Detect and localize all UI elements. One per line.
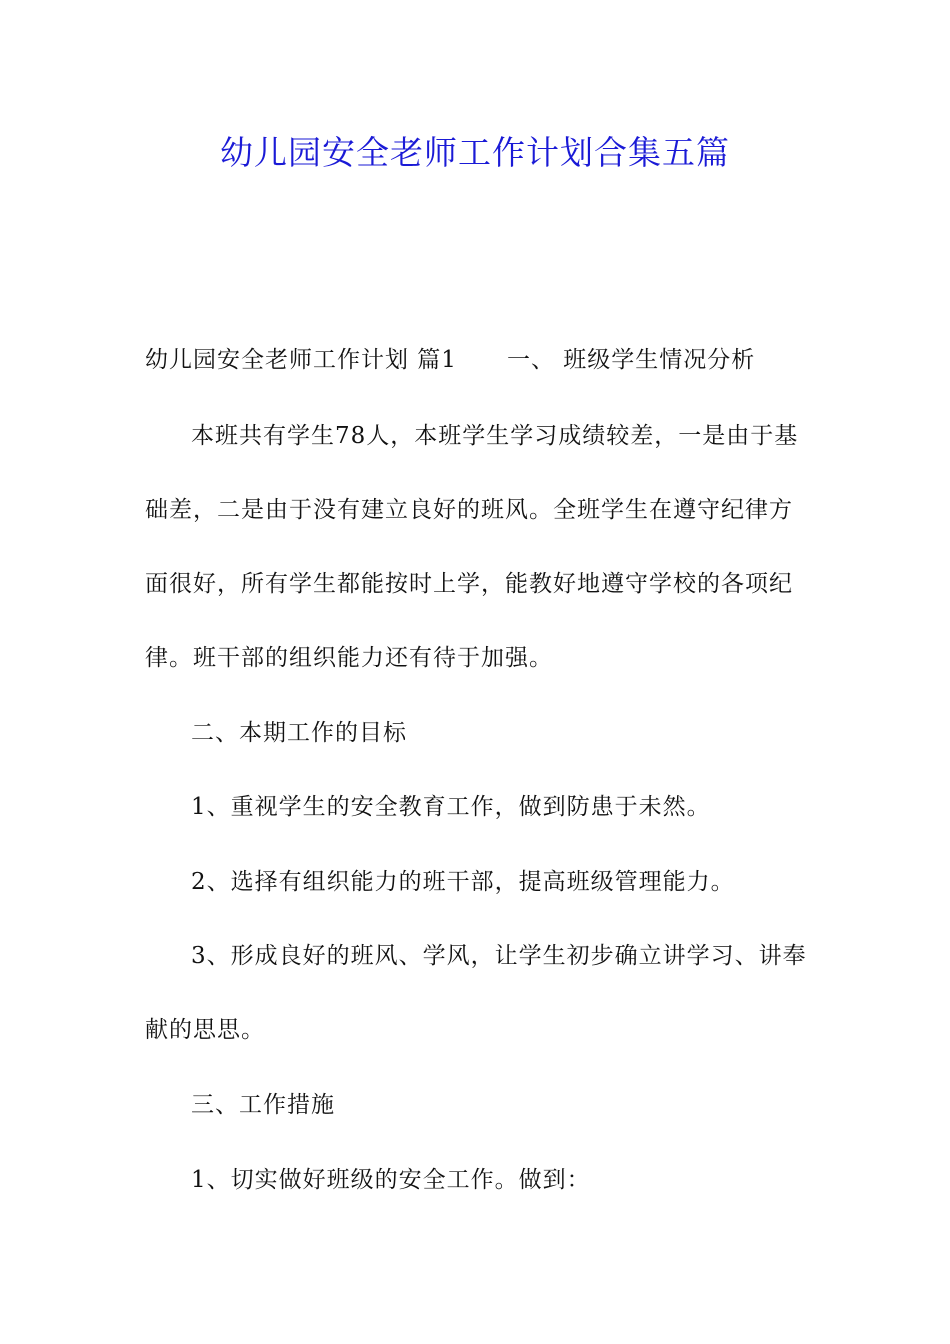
section-heading: 幼儿园安全老师工作计划 篇1 [145, 347, 457, 373]
paragraph-line: 础差，二是由于没有建立良好的班风。全班学生在遵守纪律方 [145, 497, 793, 523]
paragraph-line: 律。班干部的组织能力还有待于加强。 [145, 645, 553, 671]
document-title: 幼儿园安全老师工作计划合集五篇 [220, 133, 730, 172]
section-heading-line [145, 342, 810, 378]
list-item: 1、切实做好班级的安全工作。做到： [191, 1167, 591, 1193]
subheading: 三、工作措施 [191, 1092, 335, 1118]
list-item: 1、重视学生的安全教育工作，做到防患于未然。 [191, 794, 711, 820]
paragraph-line: 本班共有学生78人，本班学生学习成绩较差，一是由于基 [191, 423, 799, 449]
list-item: 3、形成良好的班风、学风，让学生初步确立讲学习、讲奉 [191, 943, 807, 969]
list-item: 2、选择有组织能力的班干部，提高班级管理能力。 [191, 869, 735, 895]
subheading: 二、本期工作的目标 [191, 720, 407, 746]
paragraph-line: 面很好，所有学生都能按时上学，能教好地遵守学校的各项纪 [145, 571, 793, 597]
paragraph-line: 献的思思。 [145, 1017, 265, 1043]
subsection-heading: 一、 班级学生情况分析 [506, 347, 756, 373]
